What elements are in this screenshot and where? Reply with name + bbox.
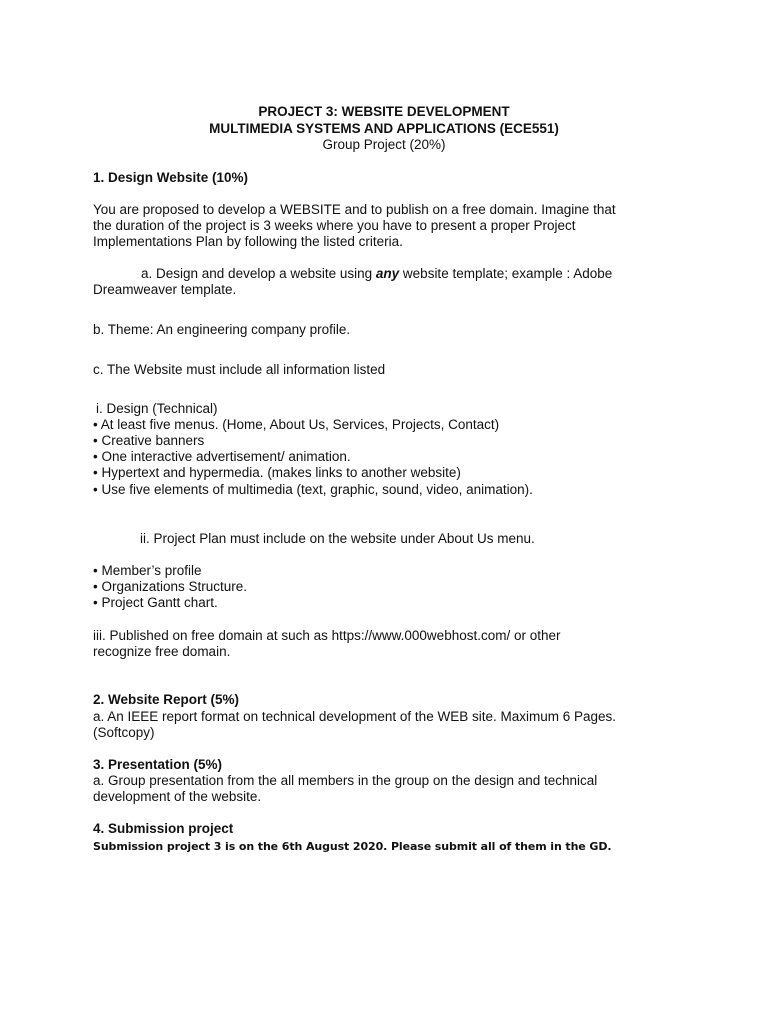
item-a-line-1: [141, 266, 612, 282]
submission-text: Submission project 3 is on the 6th August 2020. Please submit all of them in the GD.: [93, 840, 612, 853]
course-title: MULTIMEDIA SYSTEMS AND APPLICATIONS (ECE551): [209, 121, 559, 136]
item-a-emphasis: any: [375, 266, 400, 281]
item-a-line-2: Dreamweaver template.: [93, 282, 237, 297]
item-a-pre: a. Design and develop a website using: [141, 266, 376, 281]
design-bullet-4: • Hypertext and hypermedia. (makes links to another website): [93, 465, 461, 480]
design-bullet-1: • At least five menus. (Home, About Us, Services, Projects, Contact): [93, 417, 500, 432]
section-4-heading: 4. Submission project: [93, 821, 234, 836]
design-bullet-2: • Creative banners: [93, 433, 205, 448]
item-a-post: website template; example : Adobe: [399, 266, 613, 281]
plan-bullet-2: • Organizations Structure.: [93, 579, 248, 594]
project-subtitle: Group Project (20%): [322, 137, 446, 152]
section-3-heading: 3. Presentation (5%): [93, 757, 223, 772]
report-line-2: (Softcopy): [93, 725, 155, 740]
presentation-line-2: development of the website.: [93, 789, 262, 804]
publish-line-2: recognize free domain.: [93, 644, 231, 659]
project-title: PROJECT 3: WEBSITE DEVELOPMENT: [258, 104, 510, 119]
plan-bullet-1: • Member’s profile: [93, 563, 202, 578]
design-bullet-3: • One interactive advertisement/ animation.: [93, 449, 351, 464]
plan-bullet-3: • Project Gantt chart.: [93, 595, 218, 610]
plan-heading: ii. Project Plan must include on the website under About Us menu.: [140, 531, 535, 546]
intro-line-1: You are proposed to develop a WEBSITE and to publish on a free domain. Imagine that: [93, 202, 616, 217]
intro-line-3: Implementations Plan by following the listed criteria.: [93, 234, 403, 249]
report-line-1: a. An IEEE report format on technical development of the WEB site. Maximum 6 Pages.: [93, 709, 616, 724]
design-bullet-5: • Use five elements of multimedia (text, graphic, sound, video, animation).: [93, 482, 533, 497]
section-2-heading: 2. Website Report (5%): [93, 692, 240, 707]
intro-line-2: the duration of the project is 3 weeks where you have to present a proper Project: [93, 218, 576, 233]
item-c: c. The Website must include all information listed: [93, 362, 386, 377]
presentation-line-1: a. Group presentation from the all members in the group on the design and technical: [93, 773, 598, 788]
section-1-heading: 1. Design Website (10%): [93, 170, 249, 185]
publish-line-1: iii. Published on free domain at such as https://www.000webhost.com/ or other: [93, 628, 561, 643]
item-b: b. Theme: An engineering company profile.: [93, 322, 351, 337]
design-heading: i. Design (Technical): [96, 401, 218, 416]
